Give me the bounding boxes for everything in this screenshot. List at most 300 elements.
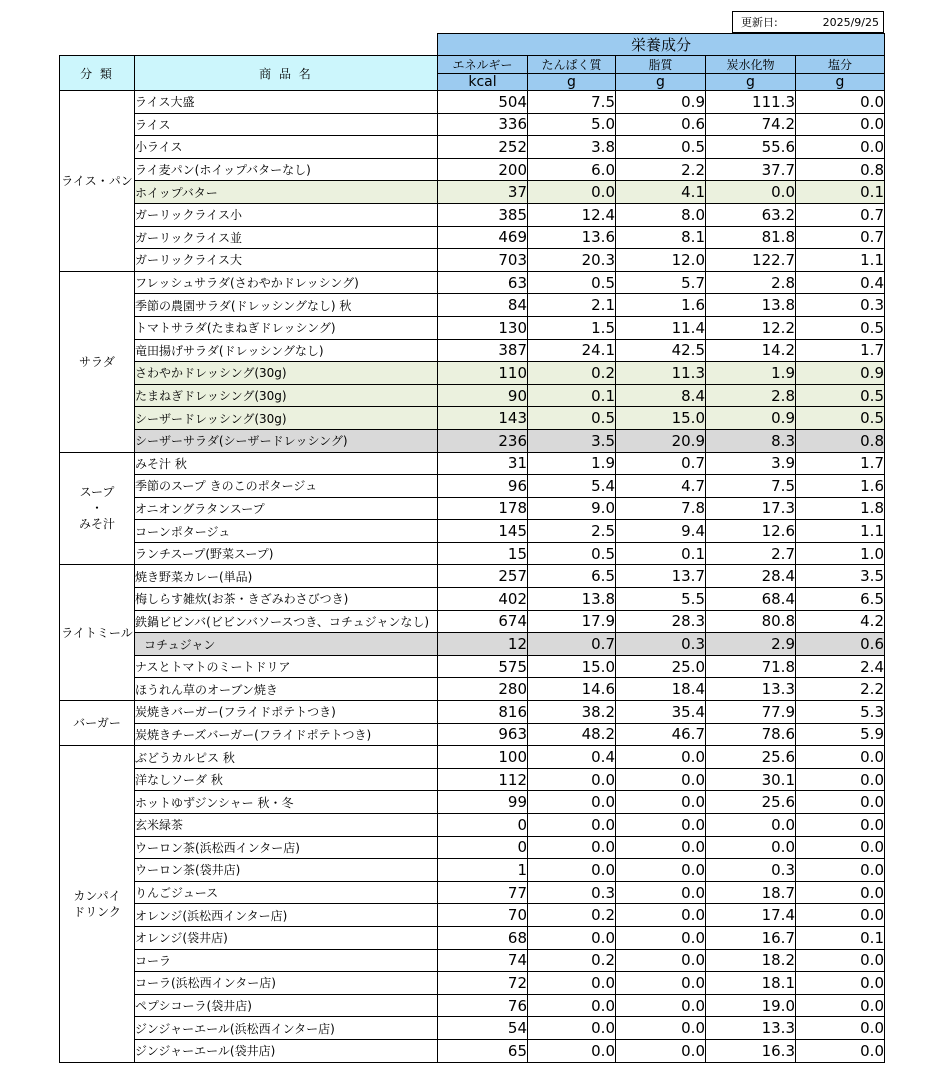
value-carbs: 74.2 bbox=[706, 113, 796, 136]
value-protein: 0.0 bbox=[528, 768, 616, 791]
value-salt: 0.0 bbox=[796, 814, 885, 837]
value-energy: 336 bbox=[438, 113, 528, 136]
product-name: トマトサラダ(たまねぎドレッシング) bbox=[135, 316, 438, 339]
product-name: シーザードレッシング(30g) bbox=[135, 407, 438, 430]
table-row bbox=[60, 904, 885, 927]
table-row bbox=[60, 881, 885, 904]
value-energy: 236 bbox=[438, 429, 528, 452]
value-fat: 0.0 bbox=[616, 746, 706, 769]
section-title: 栄養成分 bbox=[438, 34, 885, 56]
table-row bbox=[60, 768, 885, 791]
value-protein: 38.2 bbox=[528, 701, 616, 724]
value-fat: 28.3 bbox=[616, 610, 706, 633]
product-name: 炭焼きチーズバーガー(フライドポテトつき) bbox=[135, 723, 438, 746]
category-cell: ライス・パン bbox=[60, 91, 135, 272]
product-name: ジンジャーエール(袋井店) bbox=[135, 1039, 438, 1062]
value-protein: 0.0 bbox=[528, 791, 616, 814]
value-salt: 0.0 bbox=[796, 1039, 885, 1062]
value-protein: 0.2 bbox=[528, 904, 616, 927]
value-protein: 24.1 bbox=[528, 339, 616, 362]
table-row bbox=[60, 972, 885, 995]
table-row bbox=[60, 723, 885, 746]
value-energy: 143 bbox=[438, 407, 528, 430]
table-row bbox=[60, 994, 885, 1017]
product-name: 季節の農園サラダ(ドレッシングなし) 秋 bbox=[135, 294, 438, 317]
value-carbs: 2.9 bbox=[706, 633, 796, 656]
column-header-fat: 脂質 bbox=[616, 56, 706, 74]
value-protein: 0.0 bbox=[528, 972, 616, 995]
value-salt: 0.0 bbox=[796, 881, 885, 904]
product-name: ペプシコーラ(袋井店) bbox=[135, 994, 438, 1017]
product-name: ウーロン茶(浜松西インター店) bbox=[135, 836, 438, 859]
value-salt: 5.9 bbox=[796, 723, 885, 746]
table-row bbox=[60, 91, 885, 114]
product-name: ホイップバター bbox=[135, 181, 438, 204]
value-fat: 1.6 bbox=[616, 294, 706, 317]
value-carbs: 78.6 bbox=[706, 723, 796, 746]
value-protein: 1.5 bbox=[528, 316, 616, 339]
value-protein: 0.2 bbox=[528, 362, 616, 385]
value-energy: 387 bbox=[438, 339, 528, 362]
value-fat: 9.4 bbox=[616, 520, 706, 543]
table-row bbox=[60, 633, 885, 656]
value-protein: 13.8 bbox=[528, 588, 616, 611]
value-salt: 0.3 bbox=[796, 294, 885, 317]
value-carbs: 28.4 bbox=[706, 565, 796, 588]
value-energy: 178 bbox=[438, 497, 528, 520]
value-protein: 9.0 bbox=[528, 497, 616, 520]
value-salt: 0.4 bbox=[796, 271, 885, 294]
value-protein: 7.5 bbox=[528, 91, 616, 114]
table-row bbox=[60, 158, 885, 181]
table-row bbox=[60, 136, 885, 159]
value-energy: 257 bbox=[438, 565, 528, 588]
table-body bbox=[60, 91, 885, 1063]
value-carbs: 12.2 bbox=[706, 316, 796, 339]
value-salt: 1.0 bbox=[796, 542, 885, 565]
value-energy: 74 bbox=[438, 949, 528, 972]
value-fat: 0.0 bbox=[616, 1039, 706, 1062]
value-fat: 4.7 bbox=[616, 475, 706, 498]
value-carbs: 8.3 bbox=[706, 429, 796, 452]
value-carbs: 0.0 bbox=[706, 814, 796, 837]
table-row bbox=[60, 362, 885, 385]
value-carbs: 0.3 bbox=[706, 859, 796, 882]
value-energy: 0 bbox=[438, 814, 528, 837]
value-carbs: 13.3 bbox=[706, 678, 796, 701]
product-name: ホットゆずジンシャー 秋・冬 bbox=[135, 791, 438, 814]
table-row bbox=[60, 814, 885, 837]
value-salt: 2.2 bbox=[796, 678, 885, 701]
value-carbs: 16.3 bbox=[706, 1039, 796, 1062]
value-protein: 0.7 bbox=[528, 633, 616, 656]
column-header-salt: 塩分 bbox=[796, 56, 885, 74]
value-salt: 0.6 bbox=[796, 633, 885, 656]
value-energy: 54 bbox=[438, 1017, 528, 1040]
value-protein: 5.0 bbox=[528, 113, 616, 136]
value-protein: 2.1 bbox=[528, 294, 616, 317]
product-name: ほうれん草のオーブン焼き bbox=[135, 678, 438, 701]
column-header-category: 分 類 bbox=[60, 56, 135, 91]
table-row bbox=[60, 1017, 885, 1040]
value-salt: 5.3 bbox=[796, 701, 885, 724]
value-carbs: 0.9 bbox=[706, 407, 796, 430]
value-carbs: 18.7 bbox=[706, 881, 796, 904]
value-fat: 0.0 bbox=[616, 926, 706, 949]
value-carbs: 1.9 bbox=[706, 362, 796, 385]
value-fat: 0.0 bbox=[616, 814, 706, 837]
value-carbs: 17.3 bbox=[706, 497, 796, 520]
table-row bbox=[60, 588, 885, 611]
value-protein: 0.0 bbox=[528, 1039, 616, 1062]
table-row bbox=[60, 655, 885, 678]
value-energy: 504 bbox=[438, 91, 528, 114]
product-name: ランチスープ(野菜スープ) bbox=[135, 542, 438, 565]
value-fat: 0.5 bbox=[616, 136, 706, 159]
value-carbs: 3.9 bbox=[706, 452, 796, 475]
value-protein: 17.9 bbox=[528, 610, 616, 633]
update-label: 更新日: bbox=[741, 16, 778, 29]
value-protein: 0.0 bbox=[528, 814, 616, 837]
product-name: 梅しらす雑炊(お茶・きざみわさびつき) bbox=[135, 588, 438, 611]
value-protein: 2.5 bbox=[528, 520, 616, 543]
value-fat: 0.0 bbox=[616, 972, 706, 995]
value-energy: 963 bbox=[438, 723, 528, 746]
product-name: 炭焼きバーガー(フライドポテトつき) bbox=[135, 701, 438, 724]
table-row bbox=[60, 429, 885, 452]
value-salt: 0.0 bbox=[796, 859, 885, 882]
value-salt: 0.5 bbox=[796, 316, 885, 339]
table-row bbox=[60, 497, 885, 520]
value-fat: 0.0 bbox=[616, 791, 706, 814]
value-carbs: 122.7 bbox=[706, 249, 796, 272]
value-carbs: 17.4 bbox=[706, 904, 796, 927]
product-name: たまねぎドレッシング(30g) bbox=[135, 384, 438, 407]
value-carbs: 63.2 bbox=[706, 203, 796, 226]
value-carbs: 13.8 bbox=[706, 294, 796, 317]
value-protein: 6.0 bbox=[528, 158, 616, 181]
table-row bbox=[60, 407, 885, 430]
value-fat: 15.0 bbox=[616, 407, 706, 430]
value-fat: 12.0 bbox=[616, 249, 706, 272]
product-name: コーンポタージュ bbox=[135, 520, 438, 543]
value-protein: 14.6 bbox=[528, 678, 616, 701]
value-fat: 0.6 bbox=[616, 113, 706, 136]
table-row bbox=[60, 452, 885, 475]
value-fat: 0.9 bbox=[616, 91, 706, 114]
table-row bbox=[60, 542, 885, 565]
table-row bbox=[60, 339, 885, 362]
value-fat: 0.0 bbox=[616, 994, 706, 1017]
product-name: 季節のスープ きのこのポタージュ bbox=[135, 475, 438, 498]
value-protein: 1.9 bbox=[528, 452, 616, 475]
value-fat: 0.0 bbox=[616, 1017, 706, 1040]
value-carbs: 37.7 bbox=[706, 158, 796, 181]
product-name: ライス大盛 bbox=[135, 91, 438, 114]
value-salt: 0.0 bbox=[796, 972, 885, 995]
value-energy: 402 bbox=[438, 588, 528, 611]
value-energy: 37 bbox=[438, 181, 528, 204]
value-fat: 5.7 bbox=[616, 271, 706, 294]
value-energy: 112 bbox=[438, 768, 528, 791]
product-name: コーラ bbox=[135, 949, 438, 972]
value-salt: 0.0 bbox=[796, 746, 885, 769]
value-energy: 63 bbox=[438, 271, 528, 294]
unit-protein: g bbox=[528, 74, 616, 91]
value-fat: 0.1 bbox=[616, 542, 706, 565]
value-fat: 0.0 bbox=[616, 859, 706, 882]
table-row bbox=[60, 859, 885, 882]
value-fat: 25.0 bbox=[616, 655, 706, 678]
value-carbs: 25.6 bbox=[706, 791, 796, 814]
value-energy: 77 bbox=[438, 881, 528, 904]
value-carbs: 71.8 bbox=[706, 655, 796, 678]
value-energy: 385 bbox=[438, 203, 528, 226]
value-fat: 0.0 bbox=[616, 904, 706, 927]
value-energy: 110 bbox=[438, 362, 528, 385]
value-protein: 0.2 bbox=[528, 949, 616, 972]
value-energy: 84 bbox=[438, 294, 528, 317]
value-fat: 8.0 bbox=[616, 203, 706, 226]
value-protein: 12.4 bbox=[528, 203, 616, 226]
value-fat: 42.5 bbox=[616, 339, 706, 362]
value-fat: 11.3 bbox=[616, 362, 706, 385]
header-blank bbox=[60, 34, 438, 56]
value-fat: 13.7 bbox=[616, 565, 706, 588]
value-fat: 8.4 bbox=[616, 384, 706, 407]
column-header-carbs: 炭水化物 bbox=[706, 56, 796, 74]
value-salt: 2.4 bbox=[796, 655, 885, 678]
value-fat: 18.4 bbox=[616, 678, 706, 701]
value-salt: 0.8 bbox=[796, 158, 885, 181]
value-salt: 0.0 bbox=[796, 768, 885, 791]
value-energy: 1 bbox=[438, 859, 528, 882]
value-protein: 48.2 bbox=[528, 723, 616, 746]
table-row bbox=[60, 316, 885, 339]
product-name: さわやかドレッシング(30g) bbox=[135, 362, 438, 385]
product-name: 焼き野菜カレー(単品) bbox=[135, 565, 438, 588]
value-energy: 816 bbox=[438, 701, 528, 724]
value-protein: 6.5 bbox=[528, 565, 616, 588]
product-name: ガーリックライス並 bbox=[135, 226, 438, 249]
table-row bbox=[60, 113, 885, 136]
update-date-box bbox=[732, 11, 884, 33]
value-energy: 674 bbox=[438, 610, 528, 633]
value-protein: 0.0 bbox=[528, 859, 616, 882]
table-row bbox=[60, 294, 885, 317]
value-protein: 13.6 bbox=[528, 226, 616, 249]
product-name: シーザーサラダ(シーザードレッシング) bbox=[135, 429, 438, 452]
product-name: りんごジュース bbox=[135, 881, 438, 904]
value-energy: 72 bbox=[438, 972, 528, 995]
value-salt: 0.0 bbox=[796, 949, 885, 972]
value-salt: 1.1 bbox=[796, 249, 885, 272]
product-name: オレンジ(浜松西インター店) bbox=[135, 904, 438, 927]
value-salt: 0.5 bbox=[796, 407, 885, 430]
value-carbs: 2.7 bbox=[706, 542, 796, 565]
value-carbs: 7.5 bbox=[706, 475, 796, 498]
table-row bbox=[60, 181, 885, 204]
value-energy: 575 bbox=[438, 655, 528, 678]
value-protein: 3.8 bbox=[528, 136, 616, 159]
table-row bbox=[60, 949, 885, 972]
value-energy: 90 bbox=[438, 384, 528, 407]
value-salt: 0.0 bbox=[796, 904, 885, 927]
product-name: ガーリックライス大 bbox=[135, 249, 438, 272]
value-energy: 68 bbox=[438, 926, 528, 949]
unit-carbs: g bbox=[706, 74, 796, 91]
value-salt: 0.0 bbox=[796, 994, 885, 1017]
product-name: ライス bbox=[135, 113, 438, 136]
value-salt: 3.5 bbox=[796, 565, 885, 588]
value-protein: 0.5 bbox=[528, 271, 616, 294]
value-energy: 70 bbox=[438, 904, 528, 927]
value-energy: 15 bbox=[438, 542, 528, 565]
table-row bbox=[60, 226, 885, 249]
value-fat: 0.3 bbox=[616, 633, 706, 656]
value-carbs: 13.3 bbox=[706, 1017, 796, 1040]
value-energy: 469 bbox=[438, 226, 528, 249]
value-carbs: 80.8 bbox=[706, 610, 796, 633]
product-name: ぶどうカルピス 秋 bbox=[135, 746, 438, 769]
product-name: コーラ(浜松西インター店) bbox=[135, 972, 438, 995]
value-carbs: 55.6 bbox=[706, 136, 796, 159]
value-fat: 7.8 bbox=[616, 497, 706, 520]
value-salt: 0.9 bbox=[796, 362, 885, 385]
value-fat: 5.5 bbox=[616, 588, 706, 611]
table-row bbox=[60, 520, 885, 543]
column-header-protein: たんぱく質 bbox=[528, 56, 616, 74]
product-name: ガーリックライス小 bbox=[135, 203, 438, 226]
category-cell: スープ ・ みそ汁 bbox=[60, 452, 135, 565]
table-row bbox=[60, 1039, 885, 1062]
value-carbs: 77.9 bbox=[706, 701, 796, 724]
value-salt: 1.7 bbox=[796, 339, 885, 362]
value-salt: 0.1 bbox=[796, 926, 885, 949]
value-energy: 96 bbox=[438, 475, 528, 498]
value-fat: 0.0 bbox=[616, 949, 706, 972]
value-fat: 2.2 bbox=[616, 158, 706, 181]
category-cell: ライトミール bbox=[60, 565, 135, 701]
value-carbs: 25.6 bbox=[706, 746, 796, 769]
value-protein: 0.0 bbox=[528, 926, 616, 949]
update-date: 2025/9/25 bbox=[822, 15, 879, 29]
value-salt: 1.6 bbox=[796, 475, 885, 498]
category-cell: バーガー bbox=[60, 701, 135, 746]
value-protein: 15.0 bbox=[528, 655, 616, 678]
value-fat: 46.7 bbox=[616, 723, 706, 746]
value-carbs: 0.0 bbox=[706, 181, 796, 204]
value-protein: 5.4 bbox=[528, 475, 616, 498]
value-salt: 0.0 bbox=[796, 791, 885, 814]
value-protein: 0.0 bbox=[528, 994, 616, 1017]
value-energy: 280 bbox=[438, 678, 528, 701]
product-name: ライ麦パン(ホイップバターなし) bbox=[135, 158, 438, 181]
table-row bbox=[60, 610, 885, 633]
value-salt: 1.7 bbox=[796, 452, 885, 475]
value-carbs: 30.1 bbox=[706, 768, 796, 791]
value-energy: 31 bbox=[438, 452, 528, 475]
value-energy: 252 bbox=[438, 136, 528, 159]
table-row bbox=[60, 249, 885, 272]
value-salt: 0.7 bbox=[796, 203, 885, 226]
product-name: コチュジャン bbox=[135, 633, 438, 656]
value-energy: 12 bbox=[438, 633, 528, 656]
value-protein: 20.3 bbox=[528, 249, 616, 272]
value-salt: 0.0 bbox=[796, 113, 885, 136]
value-protein: 0.0 bbox=[528, 1017, 616, 1040]
table-row bbox=[60, 565, 885, 588]
value-protein: 0.0 bbox=[528, 181, 616, 204]
value-protein: 0.3 bbox=[528, 881, 616, 904]
value-salt: 0.1 bbox=[796, 181, 885, 204]
product-name: 竜田揚げサラダ(ドレッシングなし) bbox=[135, 339, 438, 362]
value-energy: 65 bbox=[438, 1039, 528, 1062]
product-name: ナスとトマトのミートドリア bbox=[135, 655, 438, 678]
value-salt: 4.2 bbox=[796, 610, 885, 633]
value-energy: 99 bbox=[438, 791, 528, 814]
nutrition-table bbox=[59, 33, 885, 1063]
value-carbs: 19.0 bbox=[706, 994, 796, 1017]
value-salt: 0.0 bbox=[796, 836, 885, 859]
product-name: フレッシュサラダ(さわやかドレッシング) bbox=[135, 271, 438, 294]
value-fat: 8.1 bbox=[616, 226, 706, 249]
product-name: 玄米緑茶 bbox=[135, 814, 438, 837]
value-salt: 0.0 bbox=[796, 91, 885, 114]
product-name: オレンジ(袋井店) bbox=[135, 926, 438, 949]
unit-fat: g bbox=[616, 74, 706, 91]
value-fat: 4.1 bbox=[616, 181, 706, 204]
table-row bbox=[60, 475, 885, 498]
value-energy: 100 bbox=[438, 746, 528, 769]
product-name: みそ汁 秋 bbox=[135, 452, 438, 475]
column-header-name: 商 品 名 bbox=[135, 56, 438, 91]
value-salt: 6.5 bbox=[796, 588, 885, 611]
value-energy: 703 bbox=[438, 249, 528, 272]
product-name: ジンジャーエール(浜松西インター店) bbox=[135, 1017, 438, 1040]
value-energy: 76 bbox=[438, 994, 528, 1017]
table-row bbox=[60, 271, 885, 294]
table-row bbox=[60, 746, 885, 769]
column-header-energy: エネルギー bbox=[438, 56, 528, 74]
value-carbs: 81.8 bbox=[706, 226, 796, 249]
value-carbs: 18.1 bbox=[706, 972, 796, 995]
category-cell: サラダ bbox=[60, 271, 135, 452]
category-cell: カンパイ ドリンク bbox=[60, 746, 135, 1062]
value-salt: 0.8 bbox=[796, 429, 885, 452]
value-protein: 3.5 bbox=[528, 429, 616, 452]
value-fat: 0.0 bbox=[616, 768, 706, 791]
table-header bbox=[60, 34, 885, 91]
table-row bbox=[60, 678, 885, 701]
product-name: オニオングラタンスープ bbox=[135, 497, 438, 520]
table-row bbox=[60, 384, 885, 407]
product-name: 小ライス bbox=[135, 136, 438, 159]
value-carbs: 18.2 bbox=[706, 949, 796, 972]
value-protein: 0.4 bbox=[528, 746, 616, 769]
value-fat: 0.7 bbox=[616, 452, 706, 475]
value-protein: 0.5 bbox=[528, 407, 616, 430]
value-fat: 0.0 bbox=[616, 836, 706, 859]
value-carbs: 16.7 bbox=[706, 926, 796, 949]
value-fat: 35.4 bbox=[616, 701, 706, 724]
value-carbs: 14.2 bbox=[706, 339, 796, 362]
value-carbs: 2.8 bbox=[706, 271, 796, 294]
table-row bbox=[60, 836, 885, 859]
product-name: 鉄鍋ビビンバ(ビビンバソースつき、コチュジャンなし) bbox=[135, 610, 438, 633]
value-protein: 0.5 bbox=[528, 542, 616, 565]
table-row bbox=[60, 701, 885, 724]
